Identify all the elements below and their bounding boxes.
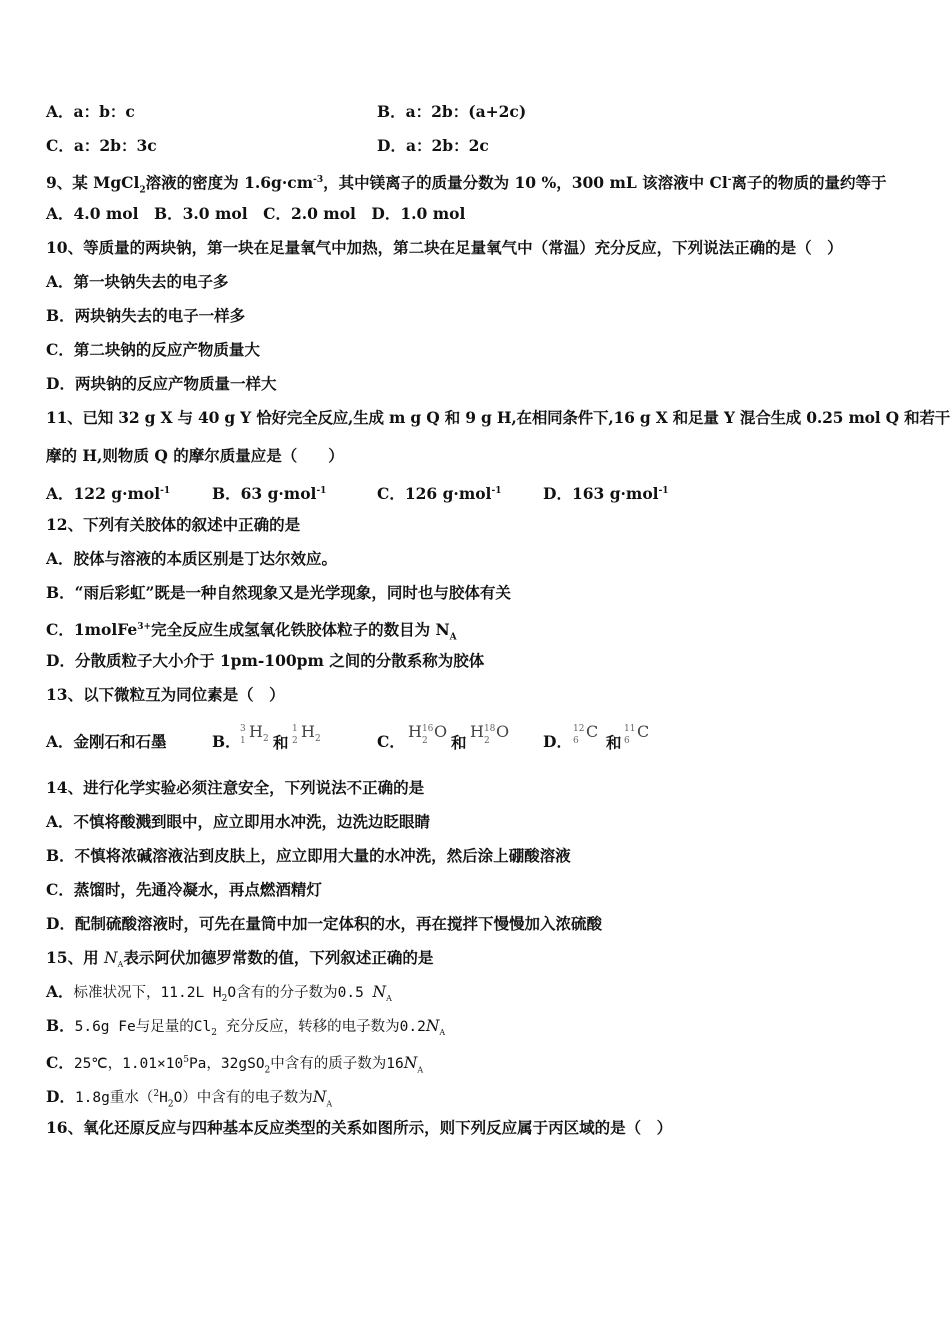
nuclide-prefix (292, 722, 301, 746)
avogadro-subscript: A (117, 960, 124, 970)
superscript: 5 (183, 1055, 189, 1065)
option-text: H (159, 1090, 168, 1107)
q13-option-b-formula-2 (292, 722, 321, 749)
option-label: B． (46, 1016, 75, 1035)
q9-stem-part: 离子的物质的量约等于 (731, 173, 887, 193)
q11-option-c (377, 481, 501, 504)
q9-sup: -3 (313, 175, 324, 185)
q10-option-a: A．第一块钠失去的电子多 (46, 272, 229, 291)
subscript: 2 (264, 1065, 271, 1076)
q13-option-c-formula-2 (470, 722, 510, 746)
q13-and: 和 (273, 733, 289, 752)
nuclide-prefix (421, 722, 434, 746)
avogadro-symbol: N (312, 1088, 327, 1107)
q12-option-b: B．“雨后彩虹”既是一种自然现象又是光学现象，同时也与胶体有关 (46, 583, 511, 602)
q13-option-b-label: B． (212, 732, 241, 751)
q11-option-b (212, 481, 326, 504)
mass-number: 11 (624, 724, 636, 734)
nuclide-prefix (624, 722, 637, 746)
element-symbol: O (433, 722, 448, 741)
q12-option-c-text: 完全反应生成氢氧化铁胶体粒子的数目为 N (151, 620, 450, 640)
element-symbol: H (408, 722, 422, 741)
element-symbol: H (249, 722, 263, 741)
option-text: 标准状况下，11.2L H (73, 985, 222, 1001)
q12-option-d: D．分散质粒子大小介于 1pm-100pm 之间的分散系称为胶体 (46, 651, 485, 670)
q9-stem (46, 170, 887, 200)
q14-option-d: D．配制硫酸溶液时，可先在量筒中加一定体积的水，再在搅拌下慢慢加入浓硫酸 (46, 914, 602, 933)
subscript: 2 (221, 994, 228, 1005)
q10-option-d: D．两块钠的反应产物质量一样大 (46, 374, 277, 393)
option-label: A． (46, 982, 74, 1001)
q8-option-d: D．a：2b：2c (377, 136, 489, 155)
avogadro-symbol: N (403, 1054, 418, 1073)
q14-option-c: C．蒸馏时，先通冷凝水，再点燃酒精灯 (46, 880, 322, 899)
nuclide-prefix (240, 722, 249, 746)
q11-option-d-text: D．163 g·mol (543, 484, 659, 504)
subscript: 2 (211, 1028, 217, 1039)
option-text: 1.8g重水（ (74, 1090, 154, 1107)
q9-sub: 2 (139, 185, 146, 196)
q11-unit-sup: -1 (658, 486, 669, 496)
q15-stem-text: 表示阿伏加德罗常数的值，下列叙述正确的是 (123, 948, 434, 967)
q11-stem-line1: 11、已知 32 g X 与 40 g Y 恰好完全反应,生成 m g Q 和 9 g H,在相同条件下,16 g X 和足量 Y 混合生成 0.25 mol Q 和若干 (46, 408, 950, 427)
q14-stem: 14、进行化学实验必须注意安全，下列说法不正确的是 (46, 778, 425, 797)
q12-option-a: A．胶体与溶液的本质区别是丁达尔效应。 (46, 549, 338, 568)
q15-stem-text: 15、用 (46, 948, 104, 967)
subscript: 2 (314, 734, 321, 745)
q12-sub: A (449, 632, 457, 643)
option-text: 中含有的质子数为16 (270, 1056, 404, 1073)
q14-option-a: A．不慎将酸溅到眼中，应立即用水冲洗，边洗边眨眼睛 (46, 812, 431, 831)
element-symbol: O (495, 722, 510, 741)
nuclide-prefix (573, 722, 586, 746)
option-text: 25℃，1.01×10 (73, 1056, 184, 1073)
q14-option-b: B．不慎将浓碱溶液沾到皮肤上，应立即用大量的水冲洗，然后涂上硼酸溶液 (46, 846, 571, 865)
q11-stem-line2: 摩的 H,则物质 Q 的摩尔质量应是（ ） (46, 446, 344, 465)
mass-number: 1 (292, 724, 298, 734)
q11-unit-sup: -1 (160, 486, 171, 496)
q10-option-c: C．第二块钠的反应产物质量大 (46, 340, 260, 359)
avogadro-subscript: A (439, 1028, 446, 1038)
option-text: 5.6g Fe与足量的Cl (74, 1019, 212, 1035)
option-label: D． (46, 1087, 75, 1107)
q11-option-c-text: C．126 g·mol (377, 484, 492, 504)
q13-option-b-formula (240, 722, 269, 749)
q13-option-c-formula (408, 722, 448, 746)
option-text: Pa，32gSO (188, 1056, 265, 1073)
q9-stem-part: ，其中镁离子的质量分数为 10 %，300 mL 该溶液中 Cl (323, 173, 728, 193)
q10-stem: 10、等质量的两块钠，第一块在足量氧气中加热，第二块在足量氧气中（常温）充分反应，下列说法正确的是（ ） (46, 238, 843, 257)
mass-number: 18 (483, 724, 496, 734)
q12-sup: 3+ (137, 622, 152, 632)
subscript: 2 (421, 736, 428, 746)
avogadro-symbol: N (372, 983, 387, 1001)
q9-options: A．4.0 mol B．3.0 mol C．2.0 mol D．1.0 mol (46, 204, 466, 223)
option-label: C． (46, 1053, 74, 1073)
mass-number: 16 (421, 724, 434, 734)
q9-sup: - (727, 175, 732, 185)
q15-option-b (46, 1016, 445, 1043)
q13-and: 和 (606, 733, 622, 752)
q10-option-b: B．两块钠失去的电子一样多 (46, 306, 246, 325)
atomic-number: 6 (573, 736, 579, 746)
superscript: 2 (153, 1089, 160, 1099)
q8-option-c: C．a：2b：3c (46, 136, 157, 155)
element-symbol: H (470, 722, 484, 741)
q15-option-d (46, 1084, 332, 1114)
q9-stem-part: 溶液的密度为 1.6g·cm (145, 173, 314, 193)
avogadro-subscript: A (386, 994, 392, 1004)
mass-number: 3 (240, 724, 246, 734)
atomic-number: 2 (292, 736, 298, 746)
subscript: 2 (483, 736, 490, 746)
q11-option-b-text: B．63 g·mol (212, 484, 317, 504)
q9-stem-part: 9、某 MgCl (46, 173, 140, 193)
q12-option-c (46, 617, 457, 647)
q15-option-a (46, 982, 392, 1009)
atomic-number: 6 (624, 736, 630, 746)
q13-option-a: A．金刚石和石墨 (46, 732, 167, 751)
q13-option-c-label: C． (377, 732, 405, 751)
element-symbol: C (637, 722, 650, 741)
q13-and: 和 (451, 733, 467, 752)
q11-option-a-text: A．122 g·mol (46, 484, 161, 504)
q8-option-a: A．a：b：c (46, 102, 135, 121)
atomic-number: 1 (240, 736, 246, 746)
nuclide-prefix (483, 722, 496, 746)
element-symbol: C (586, 722, 599, 741)
q13-option-d-formula (573, 722, 599, 746)
subscript: 2 (262, 734, 269, 745)
subscript: 2 (167, 1099, 174, 1110)
q16-stem: 16、氧化还原反应与四种基本反应类型的关系如图所示，则下列反应属于丙区域的是（ ） (46, 1118, 673, 1137)
q13-option-d-formula-2 (624, 722, 650, 746)
q13-stem: 13、以下微粒互为同位素是（ ） (46, 685, 285, 704)
q11-option-d (543, 481, 669, 504)
option-text: O含有的分子数为0.5 (227, 985, 373, 1001)
q15-option-c (46, 1050, 423, 1080)
q15-stem (46, 948, 433, 975)
avogadro-subscript: A (326, 1099, 333, 1109)
avogadro-symbol: N (425, 1017, 440, 1035)
element-symbol: H (301, 722, 315, 741)
q12-option-c-text: C．1molFe (46, 620, 138, 640)
avogadro-subscript: A (417, 1065, 424, 1075)
q12-stem: 12、下列有关胶体的叙述中正确的是 (46, 515, 301, 534)
q13-option-d-label: D． (543, 732, 572, 751)
q8-option-b: B．a：2b：(a+2c) (377, 102, 527, 121)
avogadro-symbol: N (103, 949, 118, 967)
q11-option-a (46, 481, 170, 504)
mass-number: 12 (573, 724, 585, 734)
option-text: O）中含有的电子数为 (173, 1090, 313, 1107)
q11-unit-sup: -1 (491, 486, 502, 496)
option-text: 充分反应，转移的电子数为0.2 (216, 1019, 426, 1035)
q11-unit-sup: -1 (316, 486, 327, 496)
